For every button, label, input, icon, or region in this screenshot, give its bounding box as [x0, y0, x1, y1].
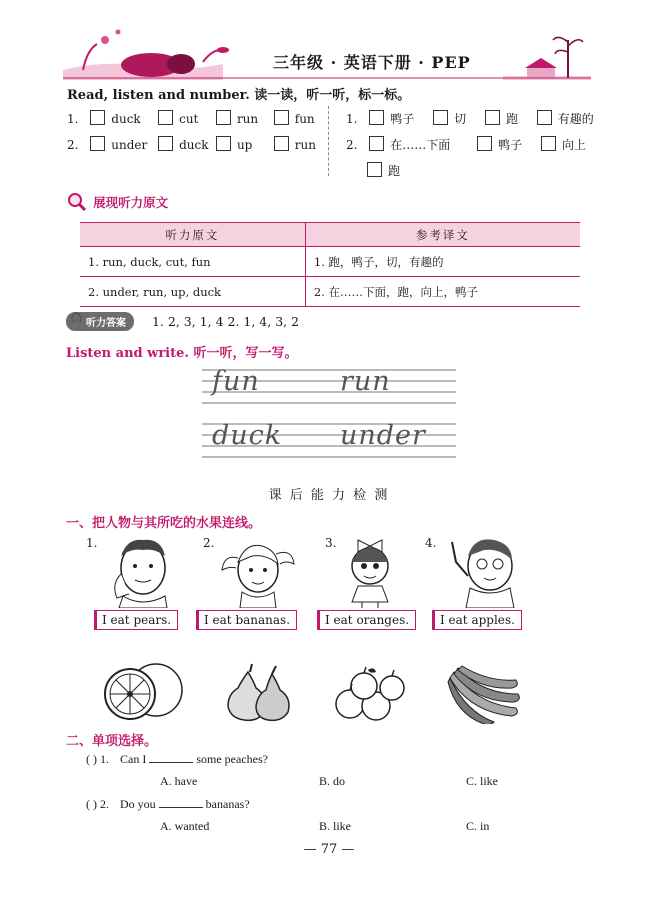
question-2: ( ) 2. Do you bananas? — [86, 797, 250, 811]
word-item: run — [274, 136, 316, 152]
number-box[interactable] — [216, 110, 231, 125]
headphones-icon: 🎧 — [70, 313, 83, 324]
answer-badge: 🎧 听力答案 — [66, 312, 134, 331]
answer-text: 1. 2, 3, 1, 4 2. 1, 4, 3, 2 — [151, 314, 300, 329]
caption-apples: I eat apples. — [433, 610, 522, 630]
number-box[interactable] — [477, 136, 492, 151]
column-divider — [328, 106, 329, 176]
number-box[interactable] — [369, 136, 384, 151]
magnifier-icon — [66, 192, 88, 212]
q2-option-a[interactable]: A. wanted — [160, 819, 210, 833]
number-box[interactable] — [90, 136, 105, 151]
part2-title: 二、单项选择。 — [66, 734, 158, 749]
bananas-icon — [446, 664, 526, 724]
word-item: fun — [274, 110, 315, 126]
table-row: 1. run, duck, cut, fun 1. 跑，鸭子，切，有趣的 — [80, 247, 580, 277]
word-item: 有趣的 — [537, 110, 594, 127]
transcript-heading: 展现听力原文 — [93, 195, 169, 210]
number-box[interactable] — [274, 110, 289, 125]
caption-oranges: I eat oranges. — [318, 610, 416, 630]
section2-instruction: Listen and write. 听一听，写一写。 — [66, 346, 298, 361]
number-box[interactable] — [369, 110, 384, 125]
answer-blank[interactable] — [159, 797, 203, 808]
word-item: duck — [158, 136, 212, 152]
left-row-1: 1. duck cut run fun — [67, 112, 315, 126]
right-row-2: 2. 在……下面 鸭子 向上 — [346, 138, 586, 152]
word-item: run — [216, 110, 270, 126]
person-number: 2. — [203, 536, 215, 550]
transcript-heading-row — [66, 192, 168, 212]
q1-option-b[interactable]: B. do — [319, 774, 346, 788]
number-box[interactable] — [158, 136, 173, 151]
word-item: 鸭子 — [369, 110, 429, 127]
part1-title: 一、把人物与其所吃的水果连线。 — [66, 516, 262, 531]
number-box[interactable] — [90, 110, 105, 125]
handwritten-word: run — [340, 366, 391, 397]
q2-option-c[interactable]: C. in — [466, 819, 490, 833]
number-box[interactable] — [537, 110, 552, 125]
transcript-col-translation: 参考译文 — [305, 223, 580, 247]
number-box[interactable] — [541, 136, 556, 151]
q2-option-b[interactable]: B. like — [319, 819, 351, 833]
orange-icon — [100, 660, 186, 724]
number-box[interactable] — [485, 110, 500, 125]
handwritten-word: duck — [212, 420, 283, 451]
word-item: under — [90, 136, 154, 152]
word-item: 切 — [433, 110, 481, 127]
apples-icon — [332, 664, 412, 724]
word-item: duck — [90, 110, 154, 126]
caption-bananas: I eat bananas. — [197, 610, 297, 630]
pears-icon — [224, 662, 304, 724]
q1-option-c[interactable]: C. like — [466, 774, 498, 788]
transcript-col-original: 听力原文 — [80, 223, 305, 247]
number-box[interactable] — [367, 162, 382, 177]
page-number: — 77 — — [303, 842, 355, 857]
after-class-title: 课 后 能 力 检 测 — [268, 488, 390, 503]
handwritten-word: fun — [212, 366, 260, 397]
left-row-2: 2. under duck up run — [67, 138, 316, 152]
table-row: 2. under, run, up, duck 2. 在……下面，跑，向上，鸭子 — [80, 277, 580, 307]
boy-pointing-image — [440, 532, 526, 608]
header-banner — [63, 20, 591, 80]
writing-area — [202, 366, 456, 464]
handwritten-word: under — [340, 420, 426, 451]
word-item: 跑 — [367, 162, 400, 179]
person-number: 3. — [325, 536, 337, 550]
number-box[interactable] — [274, 136, 289, 151]
answer-blank[interactable] — [149, 752, 193, 763]
number-box[interactable] — [433, 110, 448, 125]
person-number: 4. — [425, 536, 437, 550]
right-row-1: 1. 鸭子 切 跑 有趣的 — [346, 112, 594, 126]
word-item: 向上 — [541, 136, 586, 153]
girl-ponytails-image — [218, 534, 298, 608]
number-box[interactable] — [216, 136, 231, 151]
right-row-3 — [367, 162, 400, 179]
number-box[interactable] — [158, 110, 173, 125]
q1-option-a[interactable]: A. have — [160, 774, 198, 788]
answer-row — [66, 312, 299, 331]
question-1: ( ) 1. Can I some peaches? — [86, 752, 268, 766]
book-title: 三年级 · 英语下册 · PEP — [273, 53, 471, 72]
boy-thinking-image — [103, 534, 183, 608]
word-item: 在……下面 — [369, 136, 473, 153]
girl-bow-image — [336, 532, 406, 608]
section1-instruction: Read, listen and number. 读一读，听一听，标一标。 — [67, 88, 411, 103]
transcript-table — [80, 222, 580, 307]
word-item: up — [216, 136, 270, 152]
word-item: 鸭子 — [477, 136, 537, 153]
word-item: 跑 — [485, 110, 533, 127]
word-item: cut — [158, 110, 212, 126]
person-number: 1. — [86, 536, 98, 550]
caption-pears: I eat pears. — [95, 610, 178, 630]
